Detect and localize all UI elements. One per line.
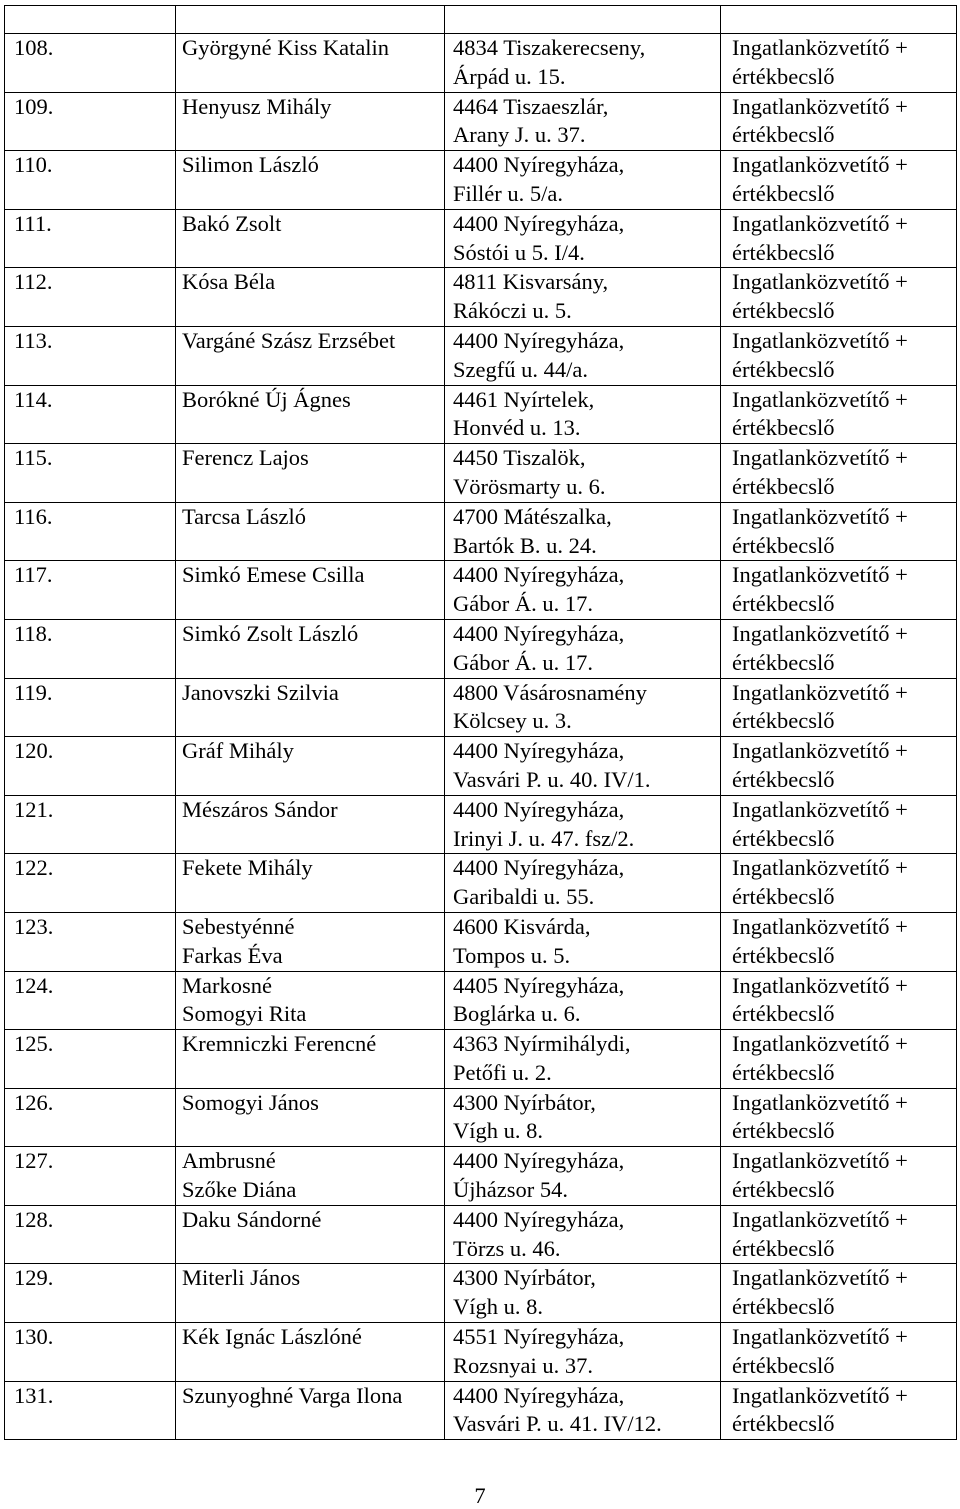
qualification-line: Ingatlanközvetítő + (732, 503, 908, 529)
address-line: 4700 Mátészalka, (453, 503, 612, 529)
person-name-line: Szőke Diána (182, 1177, 297, 1203)
person-name-line: Somogyi Rita (182, 1001, 307, 1027)
person-name (176, 1323, 445, 1382)
qualification-line: Ingatlanközvetítő + (732, 327, 908, 353)
qualification-line: értékbecslő (732, 415, 835, 441)
entry-number: 113. (5, 326, 176, 385)
qualification-line: értékbecslő (732, 473, 835, 499)
qualification-line: Ingatlanközvetítő + (732, 1324, 908, 1350)
person-name-line: Vargáné Szász Erzsébet (182, 327, 396, 353)
qualification (721, 209, 957, 268)
person-name-line: Gráf Mihály (182, 738, 294, 764)
table-row (5, 1323, 957, 1382)
qualification-line: értékbecslő (732, 1411, 835, 1437)
qualification-line: Ingatlanközvetítő + (732, 1148, 908, 1174)
address-line: Gábor Á. u. 17. (453, 649, 593, 675)
qualification (721, 268, 957, 327)
table-row (5, 1147, 957, 1206)
address (445, 912, 721, 971)
table-header-row-blank (5, 6, 957, 34)
person-name (176, 1088, 445, 1147)
address-line: 4400 Nyíregyháza, (453, 152, 625, 178)
table-row (5, 1030, 957, 1089)
person-name (176, 444, 445, 503)
address-line: Rozsnyai u. 37. (453, 1352, 593, 1378)
entry-number: 125. (5, 1030, 176, 1089)
person-name (176, 561, 445, 620)
entry-number: 116. (5, 502, 176, 561)
address-line: 4300 Nyírbátor, (453, 1265, 596, 1291)
address (445, 92, 721, 151)
address (445, 1205, 721, 1264)
blank-cell (721, 6, 957, 34)
person-name (176, 737, 445, 796)
address (445, 326, 721, 385)
address-line: 4363 Nyírmihálydi, (453, 1031, 631, 1057)
qualification-line: értékbecslő (732, 942, 835, 968)
qualification (721, 561, 957, 620)
person-name (176, 1030, 445, 1089)
address-line: 4400 Nyíregyháza, (453, 327, 625, 353)
entry-number: 129. (5, 1264, 176, 1323)
address-line: 4300 Nyírbátor, (453, 1089, 596, 1115)
address-line: Petőfi u. 2. (453, 1059, 552, 1085)
entry-number: 121. (5, 795, 176, 854)
qualification-line: értékbecslő (732, 1235, 835, 1261)
qualification (721, 34, 957, 93)
person-name-line: Ferencz Lajos (182, 445, 309, 471)
table-row (5, 209, 957, 268)
qualification-line: Ingatlanközvetítő + (732, 35, 908, 60)
qualification (721, 151, 957, 210)
table-row (5, 92, 957, 151)
person-name-line: Kósa Béla (182, 269, 276, 295)
address-line: Vasvári P. u. 40. IV/1. (453, 766, 651, 792)
person-name (176, 1205, 445, 1264)
table-row (5, 1264, 957, 1323)
address-line: Garibaldi u. 55. (453, 884, 595, 910)
person-name-line: Somogyi János (182, 1089, 319, 1115)
table-row (5, 912, 957, 971)
qualification-line: Ingatlanközvetítő + (732, 386, 908, 412)
qualification-line: értékbecslő (732, 1294, 835, 1320)
table-row (5, 1205, 957, 1264)
registry-table-body (5, 6, 957, 1440)
person-name-line: Henyusz Mihály (182, 93, 332, 119)
person-name-line: Borókné Új Ágnes (182, 386, 351, 412)
person-name-line: Györgyné Kiss Katalin (182, 35, 390, 60)
entry-number: 124. (5, 971, 176, 1030)
qualification (721, 92, 957, 151)
qualification-line: értékbecslő (732, 591, 835, 617)
person-name (176, 268, 445, 327)
qualification (721, 1147, 957, 1206)
person-name (176, 34, 445, 93)
address-line: Kölcsey u. 3. (453, 708, 572, 734)
address (445, 854, 721, 913)
address (445, 795, 721, 854)
qualification (721, 1381, 957, 1440)
person-name-line: Miterli János (182, 1265, 301, 1291)
qualification-line: Ingatlanközvetítő + (732, 152, 908, 178)
address (445, 502, 721, 561)
address (445, 619, 721, 678)
address (445, 737, 721, 796)
qualification-line: Ingatlanközvetítő + (732, 93, 908, 119)
qualification-line: Ingatlanközvetítő + (732, 620, 908, 646)
person-name-line: Ambrusné (182, 1148, 276, 1174)
qualification (721, 1205, 957, 1264)
qualification-line: Ingatlanközvetítő + (732, 269, 908, 295)
qualification-line: Ingatlanközvetítő + (732, 1206, 908, 1232)
qualification-line: Ingatlanközvetítő + (732, 679, 908, 705)
address-line: Törzs u. 46. (453, 1235, 561, 1261)
person-name-line: Janovszki Szilvia (182, 679, 339, 705)
table-row (5, 34, 957, 93)
person-name-line: Sebestyénné (182, 913, 295, 939)
qualification (721, 854, 957, 913)
registry-table (4, 5, 957, 1440)
qualification-line: értékbecslő (732, 1177, 835, 1203)
table-row (5, 795, 957, 854)
address-line: 4400 Nyíregyháza, (453, 855, 625, 881)
table-row (5, 1381, 957, 1440)
address (445, 561, 721, 620)
address (445, 151, 721, 210)
qualification (721, 1030, 957, 1089)
table-row (5, 151, 957, 210)
person-name (176, 209, 445, 268)
address-line: Újházsor 54. (453, 1177, 568, 1203)
qualification-line: értékbecslő (732, 298, 835, 324)
qualification-line: Ingatlanközvetítő + (732, 445, 908, 471)
address-line: Vígh u. 8. (453, 1118, 543, 1144)
person-name-line: Daku Sándorné (182, 1206, 322, 1232)
table-row (5, 854, 957, 913)
qualification-line: értékbecslő (732, 1001, 835, 1027)
qualification-line: Ingatlanközvetítő + (732, 738, 908, 764)
entry-number: 118. (5, 619, 176, 678)
address-line: 4834 Tiszakerecseny, (453, 35, 646, 60)
person-name-line: Mészáros Sándor (182, 796, 338, 822)
entry-number: 127. (5, 1147, 176, 1206)
address-line: Vígh u. 8. (453, 1294, 543, 1320)
entry-number: 131. (5, 1381, 176, 1440)
qualification (721, 326, 957, 385)
table-row (5, 737, 957, 796)
qualification-line: értékbecslő (732, 532, 835, 558)
address-line: Tompos u. 5. (453, 942, 571, 968)
table-row (5, 502, 957, 561)
qualification (721, 619, 957, 678)
person-name (176, 619, 445, 678)
person-name (176, 854, 445, 913)
entry-number: 120. (5, 737, 176, 796)
person-name-line: Tarcsa László (182, 503, 306, 529)
page-number: 7 (474, 1483, 486, 1508)
qualification-line: Ingatlanközvetítő + (732, 1265, 908, 1291)
qualification (721, 1264, 957, 1323)
address-line: Gábor Á. u. 17. (453, 591, 593, 617)
address-line: 4811 Kisvarsány, (453, 269, 609, 295)
person-name (176, 1147, 445, 1206)
qualification (721, 971, 957, 1030)
entry-number: 119. (5, 678, 176, 737)
qualification (721, 737, 957, 796)
qualification-line: értékbecslő (732, 356, 835, 382)
person-name-line: Fekete Mihály (182, 855, 313, 881)
qualification (721, 444, 957, 503)
qualification-line: Ingatlanközvetítő + (732, 562, 908, 588)
qualification-line: értékbecslő (732, 1059, 835, 1085)
entry-number: 108. (5, 34, 176, 93)
address (445, 1147, 721, 1206)
blank-cell (176, 6, 445, 34)
qualification (721, 795, 957, 854)
person-name-line: Simkó Zsolt László (182, 620, 359, 646)
address-line: 4400 Nyíregyháza, (453, 738, 625, 764)
address-line: Rákóczi u. 5. (453, 298, 572, 324)
person-name-line: Simkó Emese Csilla (182, 562, 365, 588)
person-name-line: Szunyoghné Varga Ilona (182, 1382, 403, 1408)
table-row (5, 326, 957, 385)
address-line: 4400 Nyíregyháza, (453, 796, 625, 822)
address (445, 1381, 721, 1440)
address-line: 4400 Nyíregyháza, (453, 1206, 625, 1232)
qualification-line: értékbecslő (732, 180, 835, 206)
entry-number: 122. (5, 854, 176, 913)
qualification-line: Ingatlanközvetítő + (732, 913, 908, 939)
person-name-line: Kremniczki Ferencné (182, 1031, 377, 1057)
person-name (176, 795, 445, 854)
qualification-line: értékbecslő (732, 1118, 835, 1144)
table-row (5, 385, 957, 444)
table-row (5, 678, 957, 737)
person-name (176, 1264, 445, 1323)
address-line: Szegfű u. 44/a. (453, 356, 588, 382)
address-line: 4800 Vásárosnamény (453, 679, 647, 705)
qualification-line: Ingatlanközvetítő + (732, 972, 908, 998)
person-name (176, 678, 445, 737)
address (445, 678, 721, 737)
qualification (721, 912, 957, 971)
address-line: 4551 Nyíregyháza, (453, 1324, 625, 1350)
address (445, 209, 721, 268)
address (445, 385, 721, 444)
qualification-line: Ingatlanközvetítő + (732, 1031, 908, 1057)
table-row (5, 619, 957, 678)
address-line: 4400 Nyíregyháza, (453, 1382, 625, 1408)
person-name-line: Markosné (182, 972, 272, 998)
person-name (176, 912, 445, 971)
address-line: 4450 Tiszalök, (453, 445, 586, 471)
blank-cell (5, 6, 176, 34)
entry-number: 128. (5, 1205, 176, 1264)
address-line: 4405 Nyíregyháza, (453, 972, 625, 998)
address-line: 4464 Tiszaeszlár, (453, 93, 609, 119)
address (445, 1088, 721, 1147)
address (445, 1264, 721, 1323)
address-line: Vasvári P. u. 41. IV/12. (453, 1411, 662, 1437)
address-line: Arany J. u. 37. (453, 122, 586, 148)
address (445, 1030, 721, 1089)
person-name (176, 326, 445, 385)
qualification-line: Ingatlanközvetítő + (732, 1089, 908, 1115)
address-line: Honvéd u. 13. (453, 415, 581, 441)
address-line: Fillér u. 5/a. (453, 180, 563, 206)
qualification-line: Ingatlanközvetítő + (732, 1382, 908, 1408)
qualification-line: értékbecslő (732, 766, 835, 792)
qualification (721, 1323, 957, 1382)
table-row (5, 971, 957, 1030)
person-name (176, 92, 445, 151)
entry-number: 110. (5, 151, 176, 210)
address-line: 4461 Nyírtelek, (453, 386, 595, 412)
entry-number: 112. (5, 268, 176, 327)
qualification-line: Ingatlanközvetítő + (732, 855, 908, 881)
address-line: Bartók B. u. 24. (453, 532, 597, 558)
qualification-line: értékbecslő (732, 884, 835, 910)
person-name-line: Bakó Zsolt (182, 210, 282, 236)
table-row (5, 268, 957, 327)
qualification-line: értékbecslő (732, 825, 835, 851)
address-line: Vörösmarty u. 6. (453, 473, 606, 499)
address-line: Boglárka u. 6. (453, 1001, 581, 1027)
entry-number: 109. (5, 92, 176, 151)
qualification-line: Ingatlanközvetítő + (732, 796, 908, 822)
address-line: Irinyi J. u. 47. fsz/2. (453, 825, 635, 851)
address-line: Sóstói u 5. I/4. (453, 239, 585, 265)
qualification (721, 1088, 957, 1147)
blank-cell (445, 6, 721, 34)
qualification-line: értékbecslő (732, 649, 835, 675)
address-line: Árpád u. 15. (453, 63, 566, 89)
person-name-line: Silimon László (182, 152, 319, 178)
person-name (176, 1381, 445, 1440)
qualification-line: értékbecslő (732, 122, 835, 148)
qualification (721, 678, 957, 737)
qualification-line: értékbecslő (732, 63, 835, 89)
qualification-line: értékbecslő (732, 1352, 835, 1378)
table-row (5, 561, 957, 620)
address-line: 4600 Kisvárda, (453, 913, 591, 939)
address (445, 971, 721, 1030)
entry-number: 115. (5, 444, 176, 503)
address (445, 268, 721, 327)
entry-number: 111. (5, 209, 176, 268)
person-name (176, 385, 445, 444)
qualification-line: Ingatlanközvetítő + (732, 210, 908, 236)
address-line: 4400 Nyíregyháza, (453, 1148, 625, 1174)
address-line: 4400 Nyíregyháza, (453, 620, 625, 646)
qualification (721, 502, 957, 561)
address (445, 444, 721, 503)
table-row (5, 1088, 957, 1147)
address-line: 4400 Nyíregyháza, (453, 210, 625, 236)
table-row (5, 444, 957, 503)
qualification-line: értékbecslő (732, 708, 835, 734)
entry-number: 126. (5, 1088, 176, 1147)
entry-number: 117. (5, 561, 176, 620)
person-name (176, 151, 445, 210)
address (445, 1323, 721, 1382)
person-name (176, 971, 445, 1030)
entry-number: 123. (5, 912, 176, 971)
person-name (176, 502, 445, 561)
address (445, 34, 721, 93)
entry-number: 130. (5, 1323, 176, 1382)
qualification-line: értékbecslő (732, 239, 835, 265)
address-line: 4400 Nyíregyháza, (453, 562, 625, 588)
person-name-line: Farkas Éva (182, 942, 283, 968)
person-name-line: Kék Ignác Lászlóné (182, 1324, 362, 1350)
qualification (721, 385, 957, 444)
entry-number: 114. (5, 385, 176, 444)
